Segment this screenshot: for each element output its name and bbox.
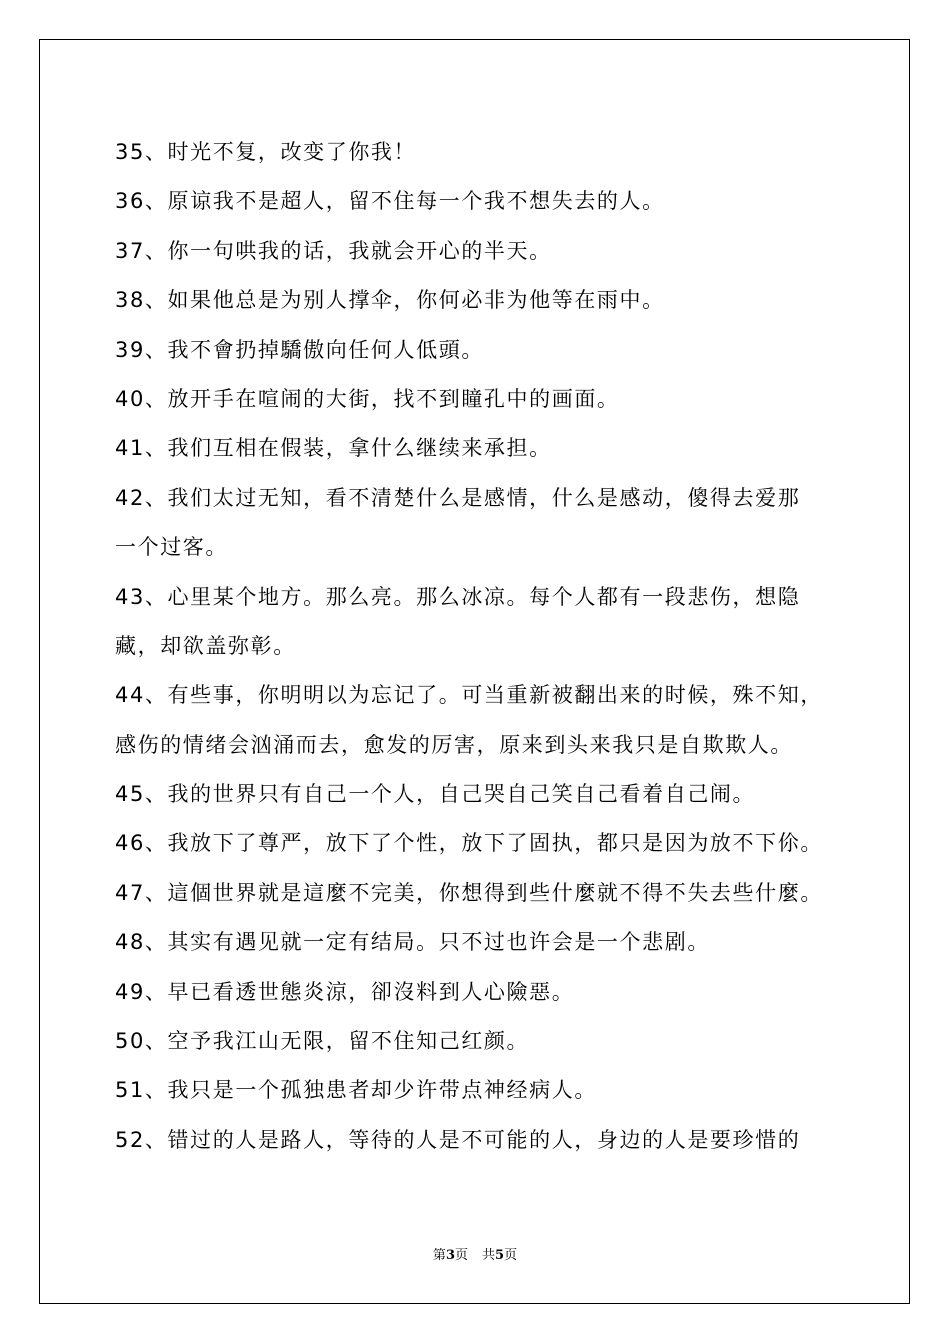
- text-line: 40、放开手在喧闹的大街，找不到瞳孔中的画面。: [115, 386, 620, 411]
- text-line: 藏，却欲盖弥彰。: [115, 633, 296, 658]
- text-line: 51、我只是一个孤独患者却少许带点神经病人。: [115, 1078, 597, 1103]
- current-page: 3: [445, 1248, 455, 1263]
- page-footer: [0, 1247, 950, 1265]
- text-line: 感伤的情绪会汹涌而去，愈发的厉害，原来到头来我只是自欺欺人。: [115, 732, 793, 757]
- page-number: [433, 1248, 468, 1263]
- text-line: 47、這個世界就是這麼不完美，你想得到些什麼就不得不失去些什麼。: [115, 880, 823, 905]
- text-line: 41、我们互相在假装，拿什么继续来承担。: [115, 436, 552, 461]
- text-line: 43、心里某个地方。那么亮。那么冰凉。每个人都有一段悲伤，想隐: [115, 584, 801, 609]
- text-line: 一个过客。: [115, 535, 228, 560]
- text-line: 45、我的世界只有自己一个人，自己哭自己笑自己看着自己闹。: [115, 782, 756, 807]
- page-prefix: 第: [432, 1248, 446, 1263]
- text-line: 48、其实有遇见就一定有结局。只不过也许会是一个悲剧。: [115, 930, 710, 955]
- text-line: 42、我们太过无知，看不清楚什么是感情，什么是感动，傻得去爱那: [115, 485, 801, 510]
- page-suffix: 页: [454, 1248, 468, 1263]
- text-line: 35、时光不复，改变了你我！: [115, 140, 417, 164]
- text-line: 44、有些事，你明明以为忘记了。可当重新被翻出来的时候，殊不知，: [115, 683, 823, 708]
- text-line: 36、原谅我不是超人，留不住每一个我不想失去的人。: [115, 189, 665, 214]
- text-line: 50、空予我江山无限，留不住知己红颜。: [115, 1029, 530, 1054]
- text-line: 37、你一句哄我的话，我就会开心的半天。: [115, 238, 552, 263]
- text-line: 39、我不會扔掉驕傲向任何人低頭。: [115, 337, 484, 362]
- total-prefix: 共: [482, 1248, 496, 1263]
- total-suffix: 页: [504, 1248, 518, 1263]
- text-line: 38、如果他总是为别人撑伞，你何必非为他等在雨中。: [115, 288, 665, 313]
- text-line: 49、早已看透世態炎涼，卻沒料到人心險惡。: [115, 979, 575, 1004]
- document-body: [115, 128, 855, 1165]
- page-total: [482, 1248, 517, 1263]
- text-line: 52、错过的人是路人，等待的人是不可能的人，身边的人是要珍惜的: [115, 1127, 801, 1152]
- total-pages: 5: [495, 1248, 505, 1263]
- text-line: 46、我放下了尊严，放下了个性，放下了固执，都只是因为放不下伱。: [115, 831, 823, 856]
